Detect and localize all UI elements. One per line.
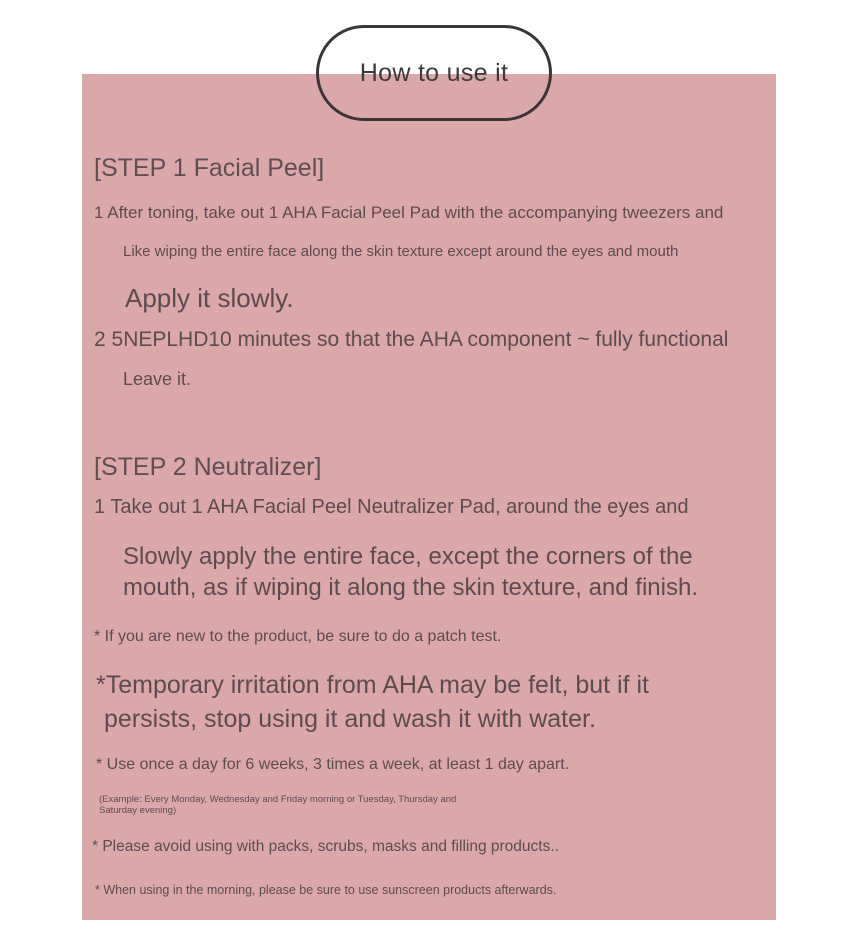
step2-line-3: mouth, as if wiping it along the skin texture, and finish. [123, 574, 698, 601]
title-pill [316, 25, 552, 121]
note-example-2: Saturday evening) [99, 805, 177, 816]
step1-heading: [STEP 1 Facial Peel] [94, 154, 325, 182]
step1-line-3: Apply it slowly. [125, 283, 294, 313]
note-example-1: (Example: Every Monday, Wednesday and Friday morning or Tuesday, Thursday and [99, 794, 457, 805]
note-avoid: * Please avoid using with packs, scrubs, masks and filling products.. [92, 838, 559, 855]
step2-line-1: 1 Take out 1 AHA Facial Peel Neutralizer Pad, around the eyes and [94, 496, 689, 518]
note-patch-test: * If you are new to the product, be sure to do a patch test. [94, 628, 502, 645]
step2-heading: [STEP 2 Neutralizer] [94, 453, 322, 481]
note-frequency: * Use once a day for 6 weeks, 3 times a week, at least 1 day apart. [96, 756, 570, 773]
step1-line-2: Like wiping the entire face along the skin texture except around the eyes and mouth [123, 243, 679, 260]
note-irritation-2: persists, stop using it and wash it with water. [104, 705, 596, 733]
step1-line-5: Leave it. [123, 369, 192, 389]
page-title: How to use it [359, 58, 509, 87]
note-irritation-1: *Temporary irritation from AHA may be felt, but if it [96, 671, 649, 699]
note-sunscreen: * When using in the morning, please be sure to use sunscreen products afterwards. [95, 883, 557, 897]
step1-line-4: 2 5NEPLHD10 minutes so that the AHA component ~ fully functional [94, 328, 729, 351]
step2-line-2: Slowly apply the entire face, except the corners of the [123, 543, 693, 570]
step1-line-1: 1 After toning, take out 1 AHA Facial Peel Pad with the accompanying tweezers and [94, 203, 724, 222]
